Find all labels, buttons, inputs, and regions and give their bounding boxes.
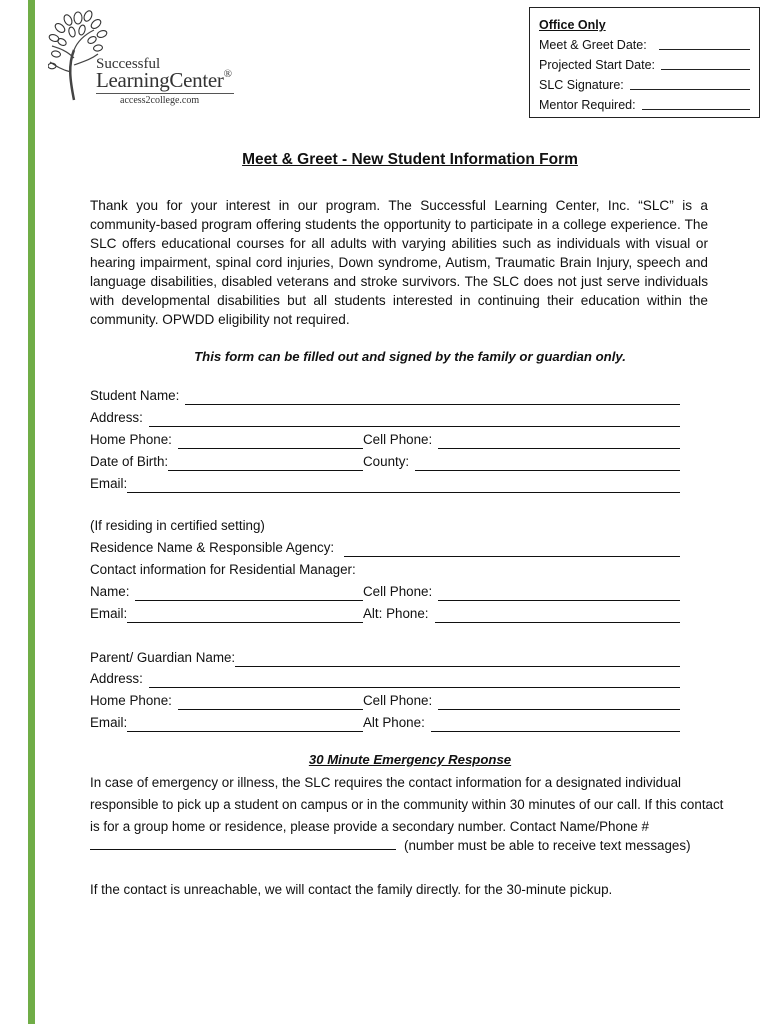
guardian-alt-phone-field[interactable] xyxy=(431,715,680,732)
field-label: Address: xyxy=(90,671,143,686)
guardian-only-note: This form can be filled out and signed by the family or guardian only. xyxy=(194,349,626,364)
emergency-paragraph: In case of emergency or illness, the SLC requires the contact information for a designated individual responsible to pick up a student on campus or in the community within 30 minutes of our call. If this contact is for a group home or residence, please provide a secondary number. Contact Name/Phone # xyxy=(90,775,724,834)
manager-cell-group xyxy=(363,584,680,604)
guardian-email-field[interactable] xyxy=(127,715,363,732)
cell-phone-group xyxy=(363,432,680,452)
office-blank-line[interactable] xyxy=(661,55,750,70)
field-label: Alt: Phone: xyxy=(363,606,429,621)
logo-divider xyxy=(96,93,234,94)
student-email-field[interactable] xyxy=(127,476,680,493)
slc-logo xyxy=(48,10,248,105)
residence-agency-row xyxy=(90,540,680,560)
office-label: SLC Signature: xyxy=(539,78,624,92)
guardian-phone-row xyxy=(90,693,680,713)
logo-url: access2college.com xyxy=(120,95,200,106)
student-phone-row xyxy=(90,432,680,452)
emergency-response-title: 30 Minute Emergency Response xyxy=(308,752,512,767)
field-label: Student Name: xyxy=(90,388,180,403)
student-cell-phone-field[interactable] xyxy=(438,432,680,449)
guardian-email-row xyxy=(90,715,680,735)
manager-email-row xyxy=(90,606,680,626)
manager-email-field[interactable] xyxy=(127,606,363,623)
logo-text-successful: Successful xyxy=(96,56,161,72)
manager-alt-phone-group xyxy=(363,606,680,626)
guardian-name-row xyxy=(90,650,680,670)
student-dob-row xyxy=(90,454,680,474)
guardian-email-group xyxy=(90,715,363,735)
registered-mark: ® xyxy=(223,68,232,80)
residence-agency-field[interactable] xyxy=(344,540,680,557)
field-label: Parent/ Guardian Name: xyxy=(90,650,236,665)
logo-brand-name: LearningCenter xyxy=(96,68,224,92)
student-address-row xyxy=(90,410,680,430)
county-group xyxy=(363,454,680,474)
form-title: Meet & Greet - New Student Information Form xyxy=(242,151,578,168)
manager-cell-phone-field[interactable] xyxy=(438,584,680,601)
office-only-box xyxy=(529,7,760,118)
student-email-row xyxy=(90,476,680,496)
field-label: Home Phone: xyxy=(90,432,172,447)
manager-alt-phone-field[interactable] xyxy=(435,606,680,623)
intro-paragraph: Thank you for your interest in our program. The Successful Learning Center, Inc. “SLC” is a community-based program offering students the opportunity to participate in a college experience. The SLC offers educational courses for all adults with varying abilities such as individuals with visual or hearing impairment, spinal cord injuries, Down syndrome, Autism, Traumatic Brain Injury, speech and language disabilities, disabled veterans and stroke survivors. The SLC does not just serve individuals with developmental disabilities but all students interested in continuing their education within the community. OPWDD eligibility not required. xyxy=(90,198,708,327)
guardian-home-phone-group xyxy=(90,693,363,713)
emergency-contact-note: (number must be able to receive text messages) xyxy=(404,838,691,853)
office-label: Projected Start Date: xyxy=(539,58,656,72)
guardian-home-phone-field[interactable] xyxy=(178,693,363,710)
office-row-slc-signature xyxy=(539,75,750,95)
emergency-contact-row xyxy=(90,838,710,853)
field-label: County: xyxy=(363,454,410,469)
field-label: Home Phone: xyxy=(90,693,172,708)
office-only-title: Office Only xyxy=(539,18,606,32)
field-label: Cell Phone: xyxy=(363,693,433,708)
guardian-name-field[interactable] xyxy=(235,650,680,667)
field-label: Email: xyxy=(90,606,128,621)
home-phone-group xyxy=(90,432,363,452)
manager-name-group xyxy=(90,584,363,604)
office-label: Mentor Required: xyxy=(539,98,636,112)
residence-heading: (If residing in certified setting) xyxy=(90,518,265,533)
field-label: Name: xyxy=(90,584,130,599)
guardian-cell-group xyxy=(363,693,680,713)
guardian-cell-phone-field[interactable] xyxy=(438,693,680,710)
guardian-address-field[interactable] xyxy=(149,671,680,688)
student-name-row xyxy=(90,388,680,408)
student-dob-field[interactable] xyxy=(168,454,363,471)
office-blank-line[interactable] xyxy=(642,95,750,110)
field-label: Address: xyxy=(90,410,143,425)
office-label: Meet & Greet Date: xyxy=(539,38,647,52)
field-label: Email: xyxy=(90,715,128,730)
field-label: Cell Phone: xyxy=(363,584,433,599)
guardian-address-row xyxy=(90,671,680,691)
guardian-alt-phone-group xyxy=(363,715,680,735)
unreachable-contact-note: If the contact is unreachable, we will contact the family directly. for the 30-minute pickup. xyxy=(90,882,613,897)
office-blank-line[interactable] xyxy=(630,75,750,90)
field-label: Date of Birth: xyxy=(90,454,169,469)
residential-manager-heading: Contact information for Residential Manager: xyxy=(90,562,356,577)
student-address-field[interactable] xyxy=(149,410,680,427)
office-row-mentor-required xyxy=(539,95,750,115)
student-name-field[interactable] xyxy=(185,388,680,405)
field-label: Residence Name & Responsible Agency: xyxy=(90,540,335,555)
manager-name-field[interactable] xyxy=(135,584,363,601)
dob-group xyxy=(90,454,363,474)
office-row-meet-greet-date xyxy=(539,35,750,55)
emergency-contact-field[interactable] xyxy=(90,838,396,850)
field-label: Alt Phone: xyxy=(363,715,425,730)
office-blank-line[interactable] xyxy=(659,35,750,50)
office-row-projected-start-date xyxy=(539,55,750,75)
manager-email-group xyxy=(90,606,363,626)
student-home-phone-field[interactable] xyxy=(178,432,363,449)
manager-name-row xyxy=(90,584,680,604)
field-label: Cell Phone: xyxy=(363,432,433,447)
logo-text-learning-center xyxy=(96,68,232,93)
student-county-field[interactable] xyxy=(415,454,680,471)
field-label: Email: xyxy=(90,476,128,491)
